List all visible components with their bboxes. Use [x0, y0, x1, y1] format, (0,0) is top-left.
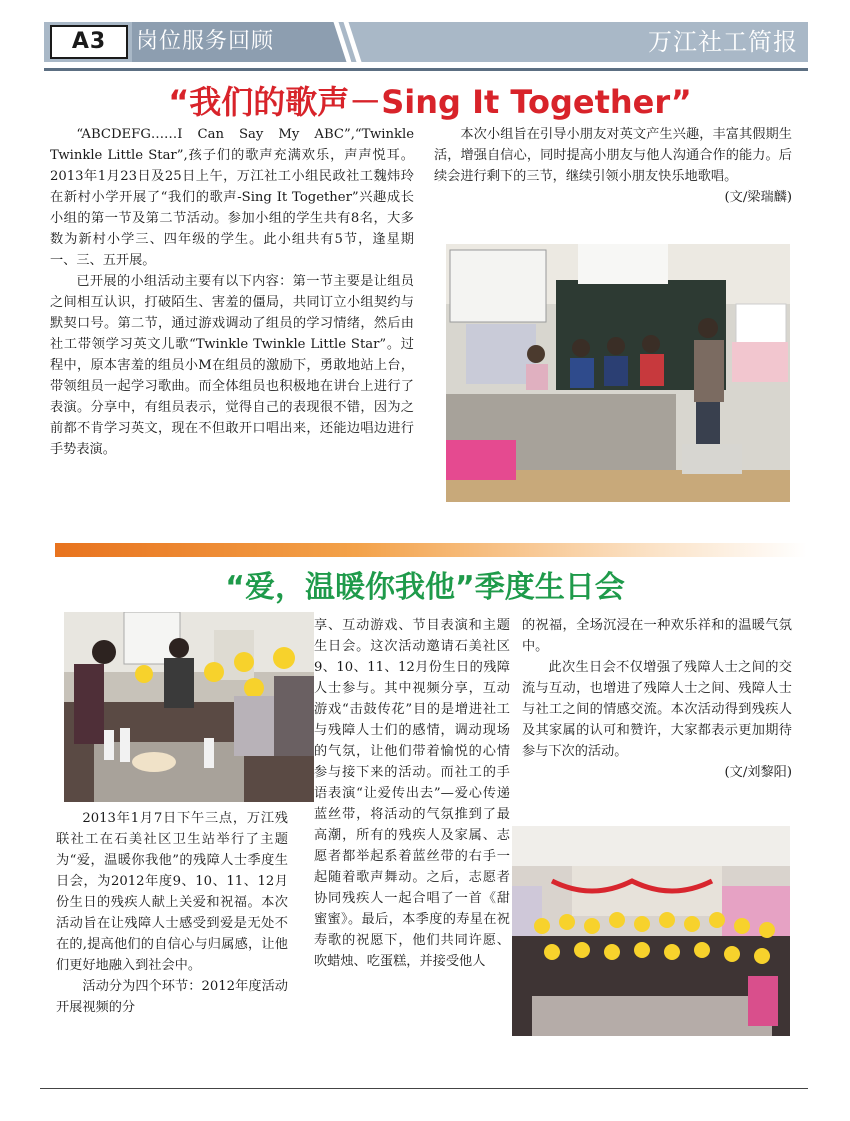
classroom-photo-image: [446, 244, 790, 502]
article1-column-right: [434, 124, 792, 208]
article1-paragraph: 本次小组旨在引导小朋友对英文产生兴趣，丰富其假期生活，增强自信心，同时提高小朋友与他人沟通合作的能力。后续会进行剩下的三节，继续引领小朋友快乐地歌唱。: [434, 127, 792, 184]
article2-title: “爱，温暖你我他”季度生日会: [225, 570, 625, 605]
page-number: A3: [50, 25, 128, 59]
article2-paragraph-continued: 享、互动游戏、节目表演和主题生日会。这次活动邀请石美社区9、10、11、12月份生日的残障人士参与。其中视频分享，互动游戏“击鼓传花”目的是增进社工与残障人士们的感情，调动现场的气氛，让他们带着愉悦的心情参与接下来的活动。而社工的手语表演“让爱传出去”—爱心传递蓝丝带，将活动的气氛推到了最高潮，所有的残疾人及家属、志愿者都举起系着蓝丝带的右手一起随着歌声舞动。之后，志愿者协同残疾人一起合唱了一首《甜蜜蜜》。最后，本季度的寿星在祝寿歌的祝愿下，他们共同许愿、吹蜡烛、吃蛋糕，并接受他人: [314, 618, 510, 969]
classroom-photo: [446, 244, 790, 502]
article1-paragraph: 已开展的小组活动主要有以下内容：第一节主要是让组员之间相互认识，打破陌生、害羞的僵局，共同订立小组契约与默契口号。第二节，通过游戏调动了组员的学习情绪，然后由社工带领学习英文儿歌“Twinkle Twinkle Little Star”。过程中，原本害羞的组员小M在组员的激励下，勇敢地站上台，带领组员一起学习歌曲。而全体组员也积极地在讲台上进行了表演。分享中，有组员表示，觉得自己的表现很不错，因为之前都不肯学习英文，现在不但敢开口唱出来，还能边唱边进行手势表演。: [50, 274, 414, 457]
section-title: 岗位服务回顾: [136, 29, 275, 54]
article1-paragraph: “ABCDEFG……I Can Say My ABC”,“Twinkle Twinkle Little Star”,孩子们的歌声充满欢乐，声声悦耳。2013年1月23日及25日上午，万江社工小组民政社工魏炜玲在新村小学开展了“我们的歌声-Sing It Together”兴趣成长小组的第一节及第二节活动。参加小组的学生共有8名，大多数为新村小学三、四年级的学生。此小组共有5节，逢星期一、三、五开展。: [50, 127, 414, 268]
article1-column-left: [50, 124, 414, 460]
publication-title: 万江社工简报: [648, 28, 798, 56]
article2-paragraph: 2013年1月7日下午三点，万江残联社工在石美社区卫生站举行了主题为“爱，温暖你我他”的残障人士季度生日会，为2012年度9、10、11、12月份生日的残疾人献上关爱和祝福。本次活动旨在让残障人士感受到爱是无处不在的,提高他们的自信心与归属感，让他们更好地融入到社会中。: [56, 811, 288, 973]
page-header: [44, 22, 808, 68]
section-divider: [55, 543, 807, 557]
article2-column-middle: [314, 615, 510, 972]
group-photo: [512, 826, 790, 1036]
article2-paragraph-continued: 的祝福，全场沉浸在一种欢乐祥和的温暖气氛中。: [522, 618, 792, 654]
article2-paragraph: 此次生日会不仅增强了残障人士之间的交流与互动，也增进了残障人士之间、残障人士与社工之间的情感交流。本次活动得到残疾人及其家属的认可和赞许，大家都表示更加期待参与下次的活动。: [522, 660, 792, 759]
birthday-party-photo-image: [64, 612, 314, 802]
header-rule: [44, 68, 808, 71]
article1-author: (文/梁瑞麟): [724, 190, 792, 205]
article2-column-right: [522, 615, 792, 783]
article2-paragraph: 活动分为四个环节：2012年度活动开展视频的分: [56, 979, 288, 1015]
article2-column-left: [56, 808, 288, 1018]
article1-title: “我们的歌声－Sing It Together”: [168, 83, 692, 121]
article2-author: (文/刘黎阳): [724, 765, 792, 780]
birthday-party-photo: [64, 612, 314, 802]
footer-rule: [40, 1088, 808, 1089]
group-photo-image: [512, 826, 790, 1036]
